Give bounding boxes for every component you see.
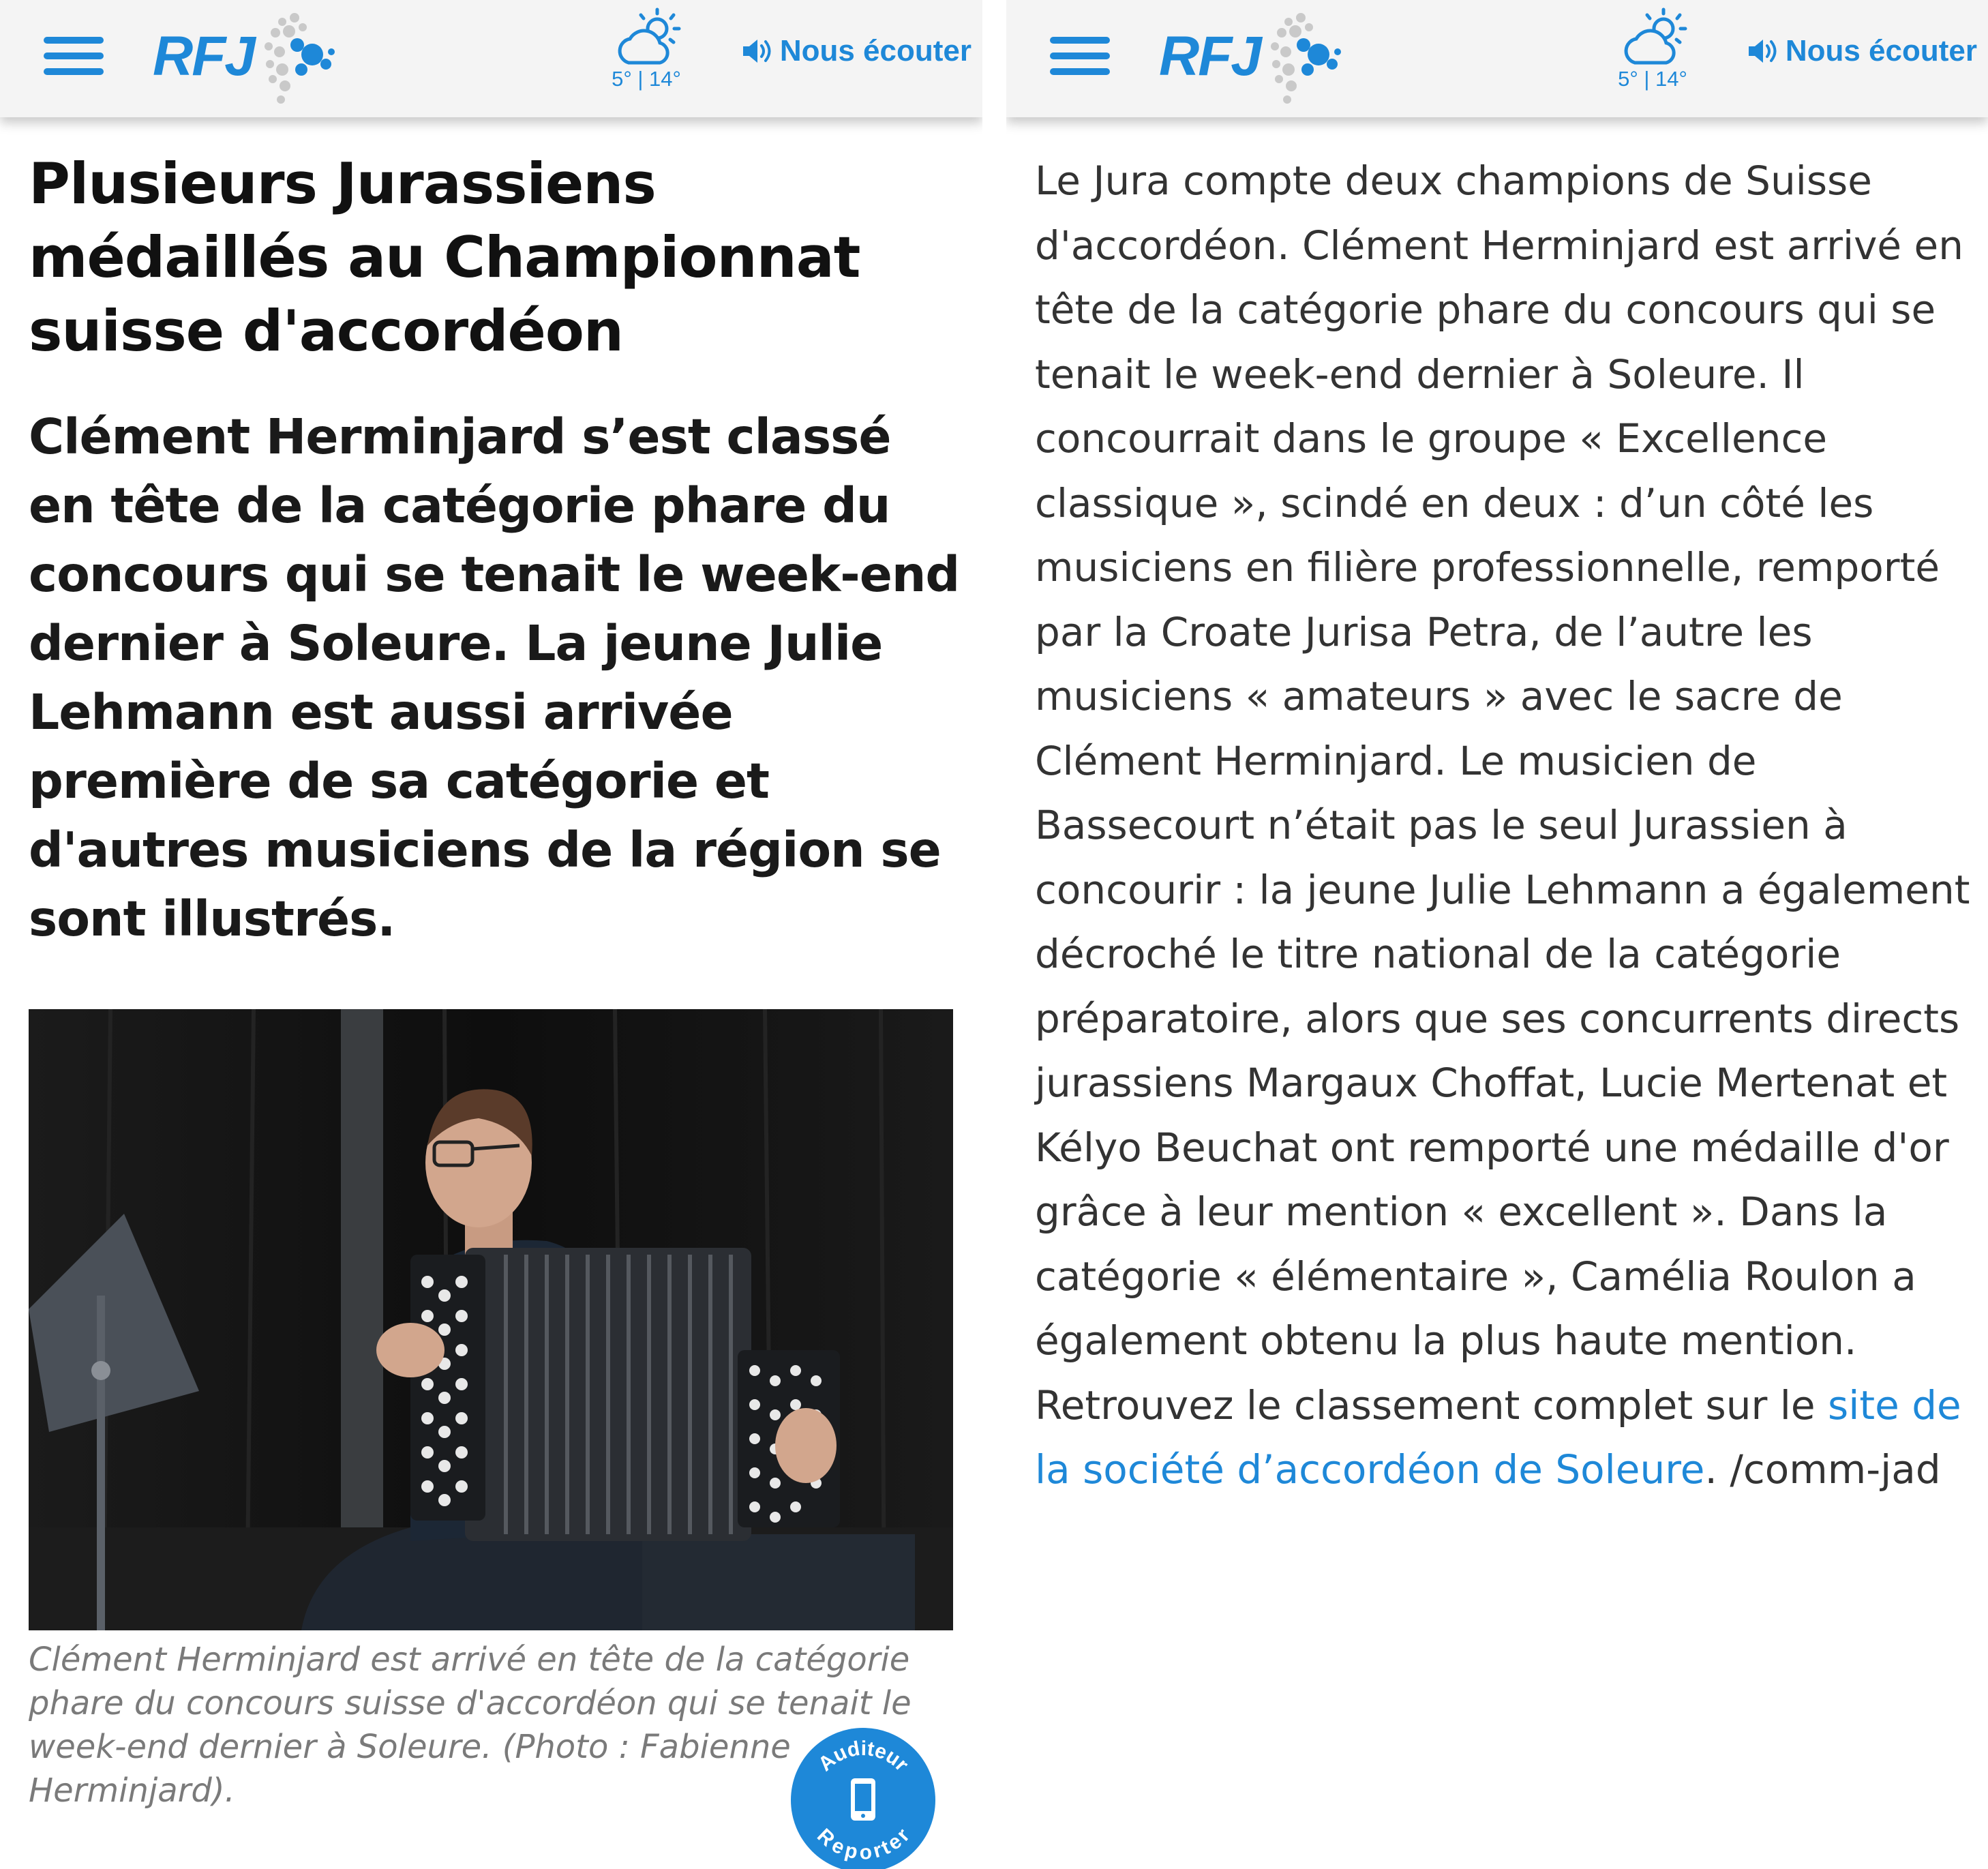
auditeur-reporter-badge <box>791 1728 935 1869</box>
svg-text:Reporter <box>813 1824 914 1864</box>
svg-text:Auditeur <box>814 1737 913 1776</box>
smartphone-icon <box>851 1778 875 1821</box>
article-title: Plusieurs Jurassiens médaillés au Championnat suisse d'accordéon <box>29 151 860 364</box>
listen-label: Nous écouter <box>1785 34 1977 68</box>
soleure-accordion-society-link[interactable]: site de la société d’accordéon de Soleure <box>1035 1381 1961 1493</box>
weather-temps <box>1598 67 1707 91</box>
fab-line1: Auditeur <box>814 1737 913 1776</box>
speaker-icon <box>742 38 772 65</box>
listen-label: Nous écouter <box>779 34 972 68</box>
hamburger-menu-icon[interactable] <box>44 37 104 75</box>
article-body <box>1035 149 1976 1502</box>
weather-temps <box>592 67 701 91</box>
temp-max: 14° <box>649 67 681 91</box>
top-bar-right <box>1006 0 1988 117</box>
top-bar <box>0 0 982 117</box>
temp-min: 5° <box>1618 67 1638 91</box>
accordionist-photo <box>29 1009 953 1630</box>
rfj-logo[interactable] <box>153 11 357 106</box>
logo-dots-icon <box>255 11 357 106</box>
hamburger-menu-icon[interactable] <box>1050 37 1110 75</box>
screen-gutter <box>982 0 1006 1869</box>
weather-widget[interactable] <box>592 5 701 108</box>
listen-button[interactable] <box>742 34 972 68</box>
temp-separator: | <box>637 67 644 91</box>
article-photo[interactable] <box>29 1009 953 1630</box>
article-lead: Clément Herminjard s’est classé en tête de la catégorie phare du concours qui se tenait le week-end dernier à Soleure. La jeune Julie Lehmann est aussi arrivée première de sa catégorie et d'autres musiciens de la région se sont illustrés. <box>29 408 960 947</box>
rfj-logo[interactable] <box>1159 11 1364 106</box>
fab-line2: Reporter <box>813 1824 914 1864</box>
partly-cloudy-sun-icon <box>1612 5 1693 71</box>
weather-widget[interactable] <box>1598 5 1707 108</box>
left-screen <box>0 0 982 1869</box>
speaker-icon <box>1747 38 1777 65</box>
temp-separator: | <box>1644 67 1650 91</box>
listen-button[interactable] <box>1747 34 1977 68</box>
temp-min: 5° <box>612 67 632 91</box>
temp-max: 14° <box>1655 67 1687 91</box>
photo-caption: Clément Herminjard est arrivé en tête de la catégorie phare du concours suisse d'accordéon qui se tenait le week-end dernier à Soleure. (Photo : Fabienne Herminjard). <box>29 1641 912 1810</box>
partly-cloudy-sun-icon <box>605 5 687 71</box>
logo-text: RFJ <box>153 25 254 87</box>
body-text-before-link: Le Jura compte deux champions de Suisse d'accordéon. Clément Herminjard est arrivé en tête de la catégorie phare du concours qui se tenait le week-end dernier à Soleure. Il concourrait dans le groupe « Excellence classique », scindé en deux : d’un côté les musiciens en filière professionnelle, remporté par la Croate Jurisa Petra, de l’autre les musiciens « amateurs » avec le sacre de Clément Herminjard. Le musicien de Bassecourt n’était pas le seul Jurassien à concourir : la jeune Julie Lehmann a également décroché le titre national de la catégorie préparatoire, alors que ses concurrents directs jurassiens Margaux Choffat, Lucie Mertenat et Kélyo Beuchat ont remporté une médaille d'or grâce à leur mention « excellent ». Dans la catégorie « élémentaire », Camélia Roulon a également obtenu la plus haute mention. Retrouvez le classement complet sur le <box>1035 158 1970 1429</box>
body-text-after-link: . /comm-jad <box>1704 1446 1941 1493</box>
auditeur-reporter-button[interactable] <box>791 1728 935 1869</box>
logo-dots-icon <box>1261 11 1364 106</box>
logo-text: RFJ <box>1159 25 1261 87</box>
right-screen <box>1006 0 1988 1869</box>
